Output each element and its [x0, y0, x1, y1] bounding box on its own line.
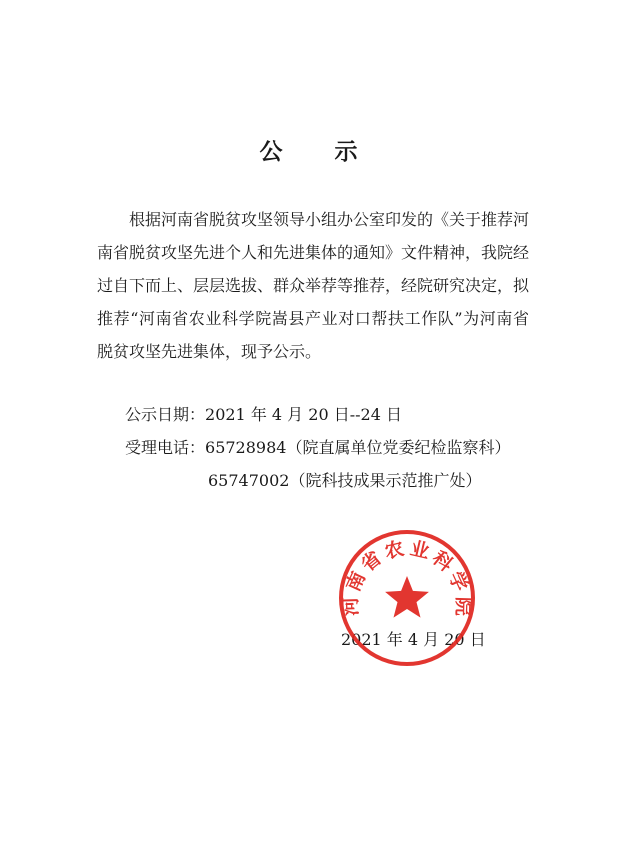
official-seal: [337, 528, 477, 668]
notice-period-label: 公示日期：: [125, 405, 206, 424]
notice-period-value: 2021 年 4 月 20 日--24 日: [205, 405, 402, 424]
page-title: 公 示: [259, 139, 380, 165]
phone-label: 受理电话：: [125, 438, 206, 457]
sign-date: 2021 年 4 月 20 日: [341, 630, 486, 649]
notice-period-line: [125, 398, 402, 431]
phone-2: 65747002（院科技成果示范推广处）: [208, 471, 482, 490]
phone-line-2: [208, 464, 481, 497]
five-point-star-icon: [385, 576, 429, 618]
notice-body: [97, 203, 529, 368]
notice-paragraph: 根据河南省脱贫攻坚领导小组办公室印发的《关于推荐河南省脱贫攻坚先进个人和先进集体的通知》文件精神，我院经过自下而上、层层选拔、群众举荐等推荐，经院研究决定，拟推荐“河南省农业科学院嵩县产业对口帮扶工作队”为河南省脱贫攻坚先进集体，现予公示。: [97, 210, 530, 361]
seal-lettering: 河 南 省 农 业 科 学 院: [339, 537, 475, 617]
phone-line-1: [125, 431, 510, 464]
phone-1: 65728984（院直属单位党委纪检监察科）: [205, 438, 511, 457]
